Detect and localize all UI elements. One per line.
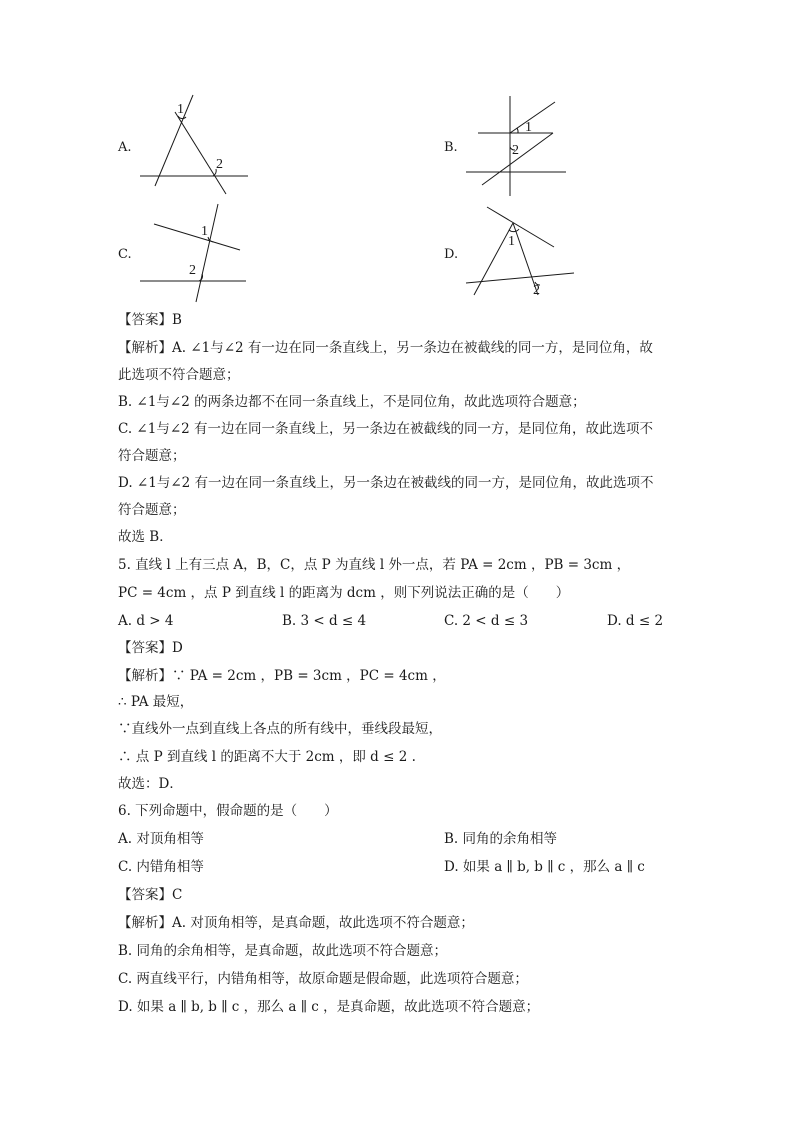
q5-option-b: B. 3 < d ≤ 4 (282, 613, 367, 629)
q6-option-d: D. 如果 a ∥ b, b ∥ c ，那么 a ∥ c (444, 859, 645, 875)
figure-d-letter: D. (444, 247, 459, 262)
q4-analysis-a: 【解析】A. ∠1与∠2 有一边在同一条直线上，另一条边在被截线的同一方，是同位角，故 (118, 340, 653, 356)
q4-analysis-c-cont: 符合题意； (118, 448, 186, 464)
q6-option-a: A. 对顶角相等 (118, 831, 204, 847)
q4-conclusion: 故选 B． (118, 529, 173, 545)
q6-option-c: C. 内错角相等 (118, 859, 204, 875)
figure-a-angle2: 2 (216, 157, 223, 172)
q5-analysis-1: 【解析】∵ PA = 2cm ，PB = 3cm ，PC = 4cm ， (118, 668, 446, 684)
q4-analysis-b: B. ∠1与∠2 的两条边都不在同一条直线上，不是同位角，故此选项符合题意； (118, 394, 586, 410)
q5-option-d: D. d ≤ 2 (607, 613, 664, 629)
q6-option-b: B. 同角的余角相等 (444, 831, 558, 847)
figure-b-letter: B. (444, 140, 458, 155)
figure-b (460, 92, 580, 202)
figure-d-angle1: 1 (508, 234, 515, 249)
figure-c-angle1: 1 (201, 224, 208, 239)
figure-a-angle1: 1 (177, 102, 184, 117)
figure-a (130, 90, 260, 210)
q6-analysis-2: B. 同角的余角相等，是真命题，故此选项不符合题意； (118, 943, 448, 959)
q5-analysis-3: ∵直线外一点到直线上各点的所有线中，垂线段最短， (118, 721, 442, 737)
q6-stem: 6. 下列命题中，假命题的是（ ） (118, 803, 338, 819)
q5-answer: 【答案】D (118, 640, 183, 656)
figure-c-letter: C. (118, 247, 132, 262)
q5-option-a: A. d > 4 (118, 613, 174, 629)
q6-answer: 【答案】C (118, 887, 183, 903)
q5-conclusion: 故选：D． (118, 776, 183, 792)
q4-analysis-c: C. ∠1与∠2 有一边在同一条直线上，另一条边在被截线的同一方，是同位角，故此选项不 (118, 421, 654, 437)
figure-b-angle2: 2 (512, 143, 519, 158)
q5-stem-2: PC = 4cm ，点 P 到直线 l 的距离为 dcm ，则下列说法正确的是（ ） (118, 585, 570, 601)
figure-c (134, 200, 254, 310)
q5-analysis-2: ∴ PA 最短， (118, 694, 194, 710)
figure-c-angle2: 2 (189, 263, 196, 278)
q5-stem-1: 5. 直线 l 上有三点 A，B，C，点 P 为直线 l 外一点，若 PA = 2cm ，PB = 3cm ， (118, 557, 631, 573)
q4-analysis-d-cont: 符合题意； (118, 502, 186, 518)
q6-analysis-1: 【解析】A. 对顶角相等，是真命题，故此选项不符合题意； (118, 915, 474, 931)
figure-a-letter: A. (118, 140, 132, 155)
figure-b-angle1: 1 (525, 120, 532, 135)
q5-analysis-4: ∴ 点 P 到直线 l 的距离不大于 2cm ，即 d ≤ 2 . (118, 749, 416, 765)
q6-analysis-3: C. 两直线平行，内错角相等，故原命题是假命题，此选项符合题意； (118, 971, 528, 987)
figure-d-angle2: 2 (533, 283, 540, 298)
q4-analysis-d: D. ∠1与∠2 有一边在同一条直线上，另一条边在被截线的同一方，是同位角，故此选项不 (118, 475, 654, 491)
q6-analysis-4: D. 如果 a ∥ b, b ∥ c ，那么 a ∥ c ，是真命题，故此选项不符合题意； (118, 999, 540, 1015)
figure-d (460, 203, 580, 303)
q4-answer: 【答案】B (118, 312, 182, 328)
q5-option-c: C. 2 < d ≤ 3 (444, 613, 529, 629)
q4-analysis-a-cont: 此选项不符合题意； (118, 367, 240, 383)
